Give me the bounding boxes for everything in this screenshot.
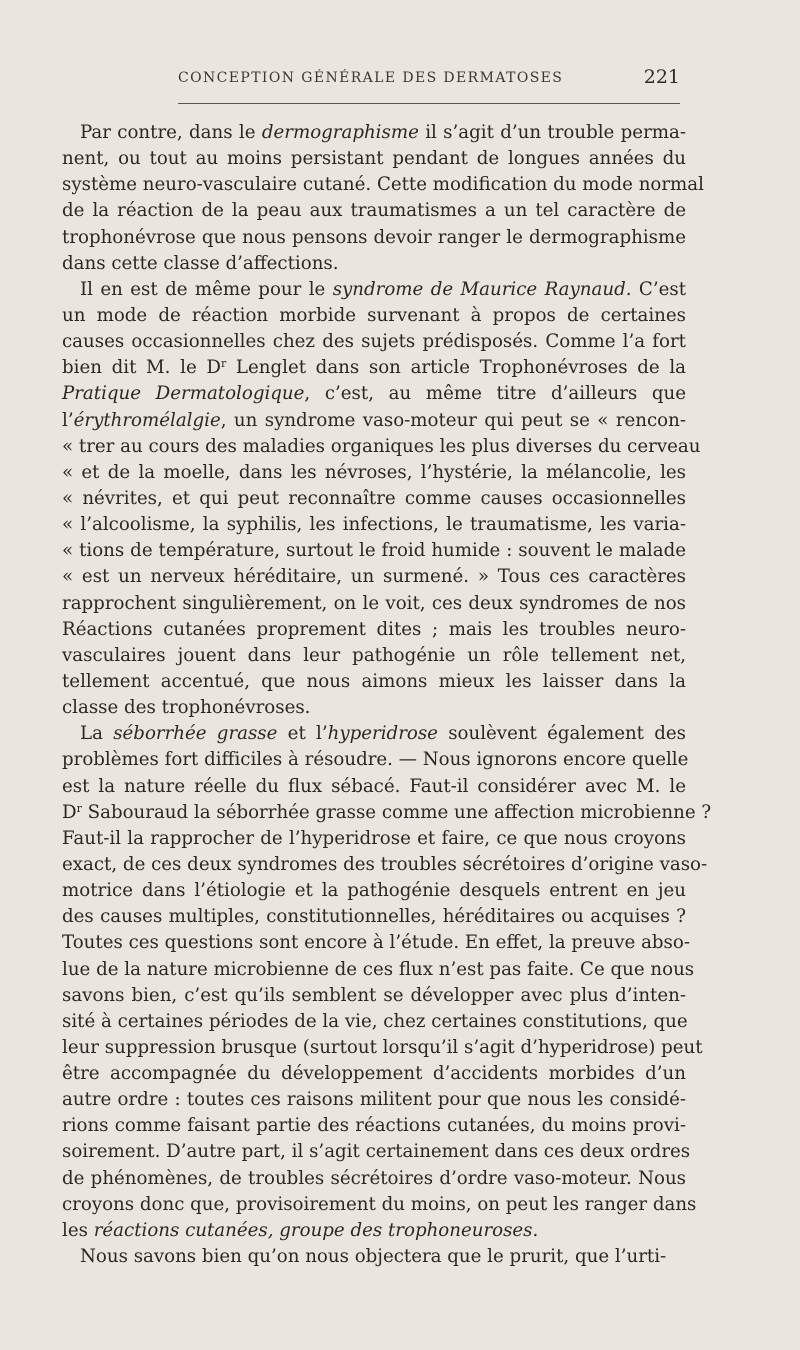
text-run: « l’alcoolisme, la syphilis, les infections, le traumatisme, les varia-	[62, 514, 686, 536]
text-line	[62, 904, 686, 930]
text-run: vasculaires jouent dans leur pathogénie un rôle tellement net,	[62, 644, 686, 666]
running-title: CONCEPTION GÉNÉRALE DES DERMATOSES	[178, 70, 564, 86]
text-line	[62, 538, 686, 564]
text-run: Nous savons bien qu’on nous objectera que le prurit, que l’urti-	[80, 1246, 667, 1268]
text-line	[62, 591, 686, 617]
text-run: des causes multiples, constitutionnelles, héréditaires ou acquises ?	[62, 906, 686, 928]
text-line	[62, 983, 686, 1009]
text-line	[62, 1113, 686, 1139]
text-run: bien dit M. le D	[62, 357, 221, 379]
paragraph	[62, 721, 712, 1244]
text-run: trophonévrose que nous pensons devoir ranger le dermographisme	[62, 226, 686, 248]
paragraph	[62, 1244, 686, 1270]
text-run: savons bien, c’est qu’ils semblent se développer avec plus d’inten-	[62, 984, 686, 1006]
text-line	[62, 747, 689, 773]
text-line	[62, 408, 686, 434]
text-line	[62, 930, 690, 956]
text-line	[62, 1192, 697, 1218]
text-line	[62, 1035, 703, 1061]
text-run: rapprochent singulièrement, on le voit, ces deux syndromes de nos	[62, 592, 686, 614]
text-line	[62, 826, 686, 852]
text-run: rions comme faisant partie des réactions cutanées, du moins provi-	[62, 1115, 686, 1137]
header-rule	[178, 103, 680, 104]
text-line	[62, 434, 701, 460]
text-run: motrice dans l’étiologie et la pathogénie desquels entrent en jeu	[62, 880, 686, 902]
superscript: r	[76, 801, 82, 815]
text-run: autre ordre : toutes ces raisons militent pour que nous les considé-	[62, 1089, 686, 1111]
italic-text: Pratique Dermatologique	[62, 383, 305, 405]
text-run: C’est	[631, 278, 687, 300]
text-run: il s’agit d’un trouble perma-	[418, 122, 686, 143]
text-run: soulèvent également des	[437, 723, 686, 745]
text-line	[62, 120, 686, 146]
text-line	[62, 1087, 686, 1113]
text-line	[62, 564, 686, 590]
text-line	[62, 1139, 691, 1165]
paragraph	[62, 120, 704, 277]
text-run: Toutes ces questions sont encore à l’étude. En effet, la preuve abso-	[62, 932, 690, 954]
body-text	[62, 120, 712, 1270]
text-run: Lenglet dans son article Trophonévroses de la	[226, 357, 686, 379]
text-line	[62, 1061, 686, 1087]
italic-text: érythromélalgie	[73, 409, 221, 431]
text-run: classe des trophonévroses.	[62, 697, 311, 719]
text-run: un mode de réaction morbide survenant à propos de certaines	[62, 304, 686, 326]
text-run: lue de la nature microbienne de ces flux n’est pas faite. Ce que nous	[62, 958, 695, 980]
text-line	[62, 852, 708, 878]
text-run: être accompagnée du développement d’accidents morbides d’un	[62, 1063, 686, 1085]
text-run: tellement accentué, que nous aimons mieux les laisser dans la	[62, 670, 686, 692]
text-line	[62, 460, 686, 486]
text-run: système neuro-vasculaire cutané. Cette modification du mode normal	[62, 174, 704, 196]
paragraph	[62, 277, 701, 721]
text-run: soirement. D’autre part, il s’agit certainement dans ces deux ordres	[62, 1141, 691, 1163]
text-line	[62, 669, 686, 695]
text-run: Par contre, dans le	[80, 122, 262, 143]
text-run: leur suppression brusque (surtout lorsqu’il s’agit d’hyperidrose) peut	[62, 1036, 703, 1058]
page-number: 221	[643, 66, 680, 88]
text-run: « et de la moelle, dans les névroses, l’hystérie, la mélancolie, les	[62, 461, 686, 483]
text-line	[62, 329, 686, 355]
text-run: La	[80, 723, 114, 745]
text-line	[62, 695, 686, 721]
text-run: sité à certaines périodes de la vie, chez certaines constitutions, que	[62, 1010, 688, 1032]
text-line	[62, 146, 686, 172]
text-run: , c’est, au même titre d’ailleurs que	[304, 383, 686, 405]
text-line	[62, 277, 686, 303]
text-run: « est un nerveux héréditaire, un surmené. » Tous ces caractères	[62, 566, 686, 588]
text-run: nent, ou tout au moins persistant pendant de longues années du	[62, 148, 686, 170]
text-line	[62, 957, 695, 983]
text-line	[62, 617, 686, 643]
text-line	[62, 878, 686, 904]
text-line	[62, 251, 686, 277]
text-line	[62, 172, 704, 198]
text-run: croyons donc que, provisoirement du moins, on peut les ranger dans	[62, 1193, 697, 1215]
text-run: exact, de ces deux syndromes des troubles sécrétoires d’origine vaso-	[62, 853, 708, 875]
page-header	[178, 66, 680, 96]
text-run: Il en est de même pour le	[80, 278, 333, 300]
text-run: l’	[62, 409, 74, 431]
text-line	[62, 800, 712, 826]
text-run: est la nature réelle du flux sébacé. Faut-il considérer avec M. le	[62, 775, 686, 797]
text-run: Réactions cutanées proprement dites ; mais les troubles neuro-	[62, 618, 686, 640]
text-run: causes occasionnelles chez des sujets prédisposés. Comme l’a fort	[62, 331, 686, 353]
text-line	[62, 774, 686, 800]
italic-text: syndrome de Maurice Raynaud.	[332, 278, 632, 300]
italic-text: hyperidrose	[327, 723, 438, 745]
text-line	[62, 1218, 686, 1244]
text-run: Sabouraud la séborrhée grasse comme une affection microbienne ?	[81, 801, 712, 823]
text-run: de phénomènes, de troubles sécrétoires d’ordre vaso-moteur. Nous	[62, 1167, 686, 1189]
superscript: r	[220, 357, 227, 371]
text-line	[62, 1244, 686, 1270]
text-line	[62, 512, 686, 538]
text-run: Faut-il la rapprocher de l’hyperidrose et faire, ce que nous croyons	[62, 827, 686, 849]
text-line	[62, 225, 686, 251]
text-run: « trer au cours des maladies organiques les plus diverses du cerveau	[62, 435, 701, 457]
italic-text: séborrhée grasse	[113, 723, 278, 745]
text-line	[62, 643, 686, 669]
text-run: les	[62, 1219, 94, 1241]
text-line	[62, 381, 686, 407]
text-run: « tions de température, surtout le froid humide : souvent le malade	[62, 540, 686, 562]
text-line	[62, 303, 686, 329]
italic-text: réactions cutanées, groupe des trophoneuroses.	[93, 1219, 539, 1241]
text-run: , un syndrome vaso-moteur qui peut se « rencon-	[220, 409, 686, 431]
text-run: et l’	[277, 723, 328, 745]
text-run: dans cette classe d’affections.	[62, 252, 339, 274]
text-line	[62, 1166, 686, 1192]
text-line	[62, 355, 686, 381]
text-run: D	[62, 801, 77, 823]
text-run: « névrites, et qui peut reconnaître comme causes occasionnelles	[62, 487, 686, 509]
text-line	[62, 198, 686, 224]
text-run: problèmes fort difficiles à résoudre. — Nous ignorons encore quelle	[62, 749, 689, 771]
text-line	[62, 721, 686, 747]
italic-text: dermographisme	[261, 122, 419, 143]
text-run: de la réaction de la peau aux traumatismes a un tel caractère de	[62, 200, 686, 222]
text-line	[62, 486, 686, 512]
text-line	[62, 1009, 686, 1035]
